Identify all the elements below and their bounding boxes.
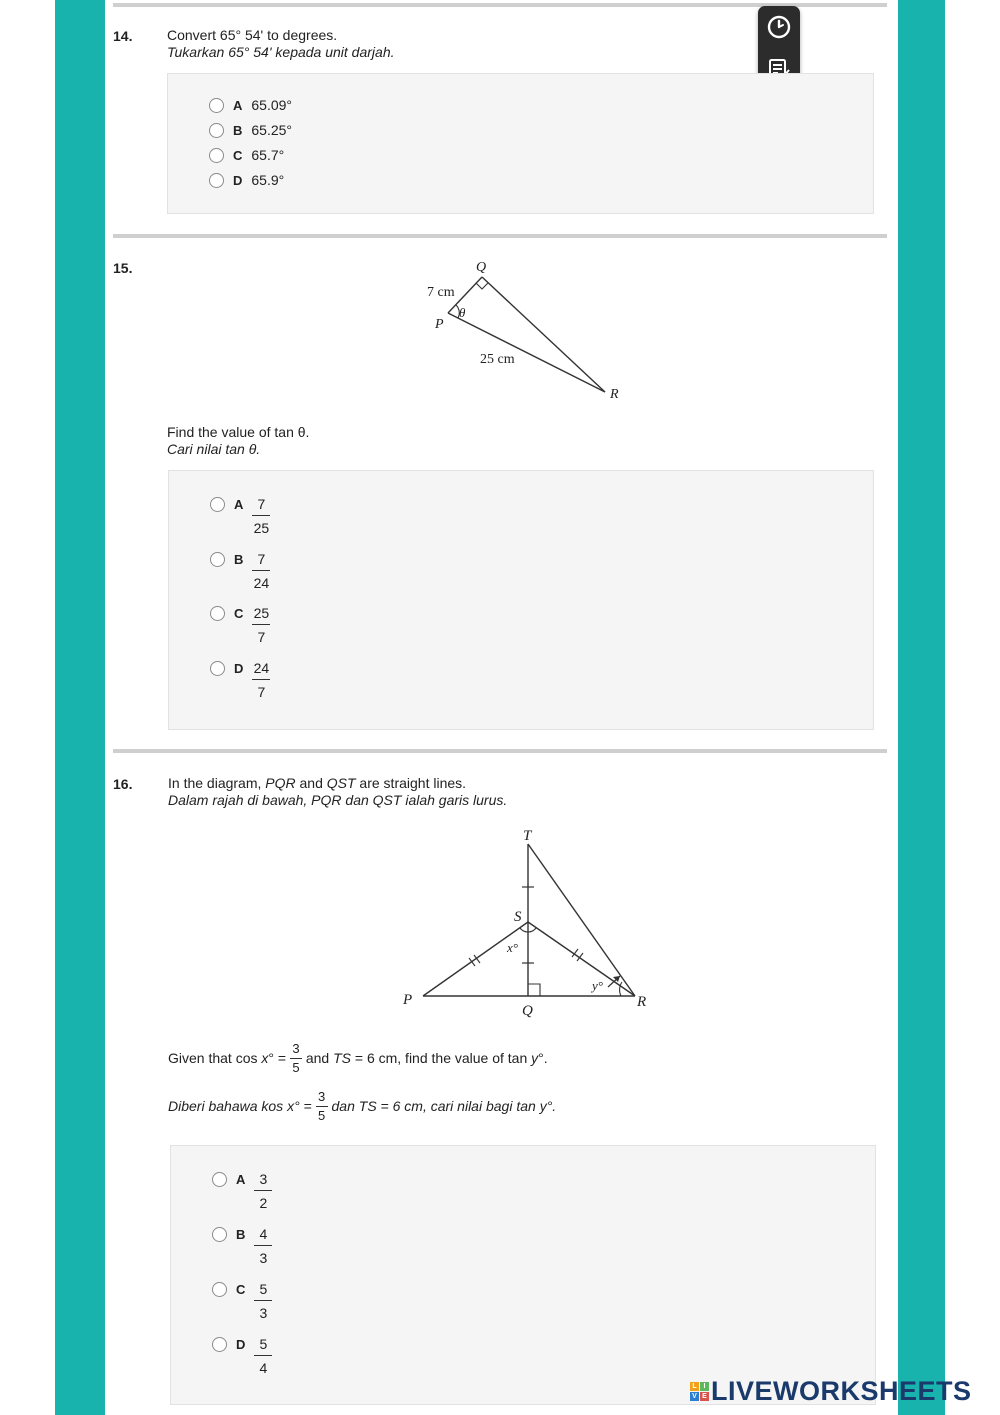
- numerator: 7: [252, 496, 270, 516]
- logo-letter: V: [690, 1392, 699, 1401]
- radio-button[interactable]: [210, 497, 225, 512]
- side-qr: [482, 277, 605, 392]
- q16-option-c[interactable]: [212, 1281, 272, 1321]
- question-15-text-ms: Cari nilai tan θ.: [167, 441, 261, 457]
- option-letter: C: [234, 606, 244, 621]
- text-run: °.: [546, 1098, 557, 1114]
- denominator: 3: [259, 1305, 268, 1321]
- q14-option-b[interactable]: [209, 122, 292, 138]
- q15-option-a[interactable]: [210, 496, 270, 536]
- triangle-pqr-diagram: [415, 255, 635, 405]
- label-t: T: [523, 828, 532, 844]
- left-teal-band: [55, 0, 105, 1415]
- option-fraction: [254, 1336, 272, 1376]
- option-letter: D: [233, 173, 243, 188]
- option-fraction: [252, 496, 270, 536]
- line-sr: [528, 922, 635, 996]
- option-letter: B: [236, 1227, 246, 1242]
- radio-button[interactable]: [212, 1337, 227, 1352]
- label-p: P: [435, 317, 444, 332]
- right-teal-band: [898, 0, 945, 1415]
- question-16-intro-en: [168, 775, 507, 792]
- question-16-given-ms: [168, 1090, 556, 1123]
- q15-option-d[interactable]: [210, 660, 270, 700]
- text-run: and: [295, 775, 327, 791]
- denominator: 7: [257, 684, 266, 700]
- radio-button[interactable]: [210, 606, 225, 621]
- question-15-text-en: Find the value of tan θ.: [167, 424, 310, 440]
- line-ps: [423, 922, 528, 996]
- q14-option-d[interactable]: [209, 172, 284, 188]
- liveworksheets-logo[interactable]: [690, 1374, 972, 1408]
- question-15-text: [167, 424, 309, 458]
- question-14-text-ms: Tukarkan 65° 54' kepada unit darjah.: [167, 44, 395, 60]
- numerator: 25: [252, 605, 270, 625]
- question-14-text-en: Convert 65° 54' to degrees.: [167, 27, 338, 43]
- text-run: Given that cos: [168, 1050, 262, 1066]
- numerator: 5: [254, 1336, 272, 1356]
- timer-icon: [766, 14, 792, 40]
- question-14-number: 14.: [113, 28, 133, 44]
- triangle-pqr-qst-diagram: [395, 826, 660, 1021]
- right-angle-mark: [476, 283, 488, 289]
- line-tr: [528, 844, 635, 996]
- text-run: In the diagram,: [168, 775, 266, 791]
- option-fraction: [252, 605, 270, 645]
- text-run-italic: QST: [326, 775, 356, 791]
- logo-letter: E: [700, 1392, 709, 1401]
- label-y: y°: [592, 978, 603, 993]
- label-q: Q: [522, 1003, 533, 1019]
- q15-option-b[interactable]: [210, 551, 270, 591]
- denominator: 7: [257, 629, 266, 645]
- label-side-pq: 7 cm: [427, 285, 455, 300]
- question-16-intro: [168, 775, 507, 809]
- side-pr: [448, 313, 605, 392]
- option-letter: C: [233, 148, 243, 163]
- q16-option-d[interactable]: [212, 1336, 272, 1376]
- question-14-text: [167, 27, 395, 61]
- logo-letter: I: [700, 1382, 709, 1391]
- text-run: ° =: [268, 1050, 290, 1066]
- denominator: 3: [259, 1250, 268, 1266]
- q15-option-c[interactable]: [210, 605, 270, 645]
- option-fraction: [252, 660, 270, 700]
- divider-15-16: [113, 749, 887, 753]
- radio-button[interactable]: [212, 1282, 227, 1297]
- numerator: 3: [316, 1090, 328, 1107]
- given-fraction: [290, 1042, 302, 1075]
- option-fraction: [254, 1171, 272, 1211]
- label-p: P: [403, 992, 413, 1008]
- denominator: 4: [259, 1360, 268, 1376]
- numerator: 7: [252, 551, 270, 571]
- q14-option-c[interactable]: [209, 147, 284, 163]
- numerator: 3: [290, 1042, 302, 1059]
- option-fraction: [254, 1226, 272, 1266]
- radio-button[interactable]: [212, 1172, 227, 1187]
- radio-button[interactable]: [209, 173, 224, 188]
- option-letter: D: [236, 1337, 246, 1352]
- option-letter: B: [234, 552, 244, 567]
- option-value: 65.9°: [251, 172, 285, 188]
- numerator: 24: [252, 660, 270, 680]
- option-letter: A: [236, 1172, 246, 1187]
- option-letter: D: [234, 661, 244, 676]
- option-letter: A: [233, 98, 243, 113]
- logo-wordmark: LIVEWORKSHEETS: [711, 1375, 972, 1406]
- text-run: and: [301, 1050, 334, 1066]
- option-fraction: [252, 551, 270, 591]
- angle-arc-y: [620, 982, 622, 996]
- question-16-given-en: [168, 1042, 548, 1075]
- label-r: R: [610, 387, 619, 402]
- text-run-italic: TS: [333, 1050, 351, 1066]
- text-run-italic: y: [539, 1098, 547, 1114]
- text-run: °.: [538, 1050, 548, 1066]
- option-letter: B: [233, 123, 243, 138]
- option-value: 65.25°: [251, 122, 293, 138]
- label-s: S: [514, 909, 522, 925]
- denominator: 5: [292, 1060, 300, 1075]
- text-run-italic: x: [287, 1098, 295, 1114]
- label-q: Q: [476, 260, 487, 275]
- label-theta: θ: [459, 305, 466, 320]
- timer-button[interactable]: [764, 12, 794, 42]
- denominator: 2: [259, 1195, 268, 1211]
- given-fraction: [316, 1090, 328, 1123]
- denominator: 25: [253, 520, 270, 536]
- numerator: 3: [254, 1171, 272, 1191]
- label-r: R: [637, 994, 647, 1010]
- divider-14-15: [113, 234, 887, 238]
- question-16-intro-ms: Dalam rajah di bawah, PQR dan QST ialah garis lurus.: [168, 792, 508, 808]
- option-letter: C: [236, 1282, 246, 1297]
- text-run: ° =: [294, 1098, 316, 1114]
- logo-mark: [690, 1382, 709, 1401]
- question-15-options: [168, 470, 874, 730]
- radio-button[interactable]: [210, 552, 225, 567]
- radio-button[interactable]: [209, 148, 224, 163]
- denominator: 5: [318, 1108, 326, 1123]
- text-run-italic: y: [531, 1050, 539, 1066]
- radio-button[interactable]: [212, 1227, 227, 1242]
- q14-option-a[interactable]: [209, 97, 292, 113]
- text-run-italic: PQR: [265, 775, 296, 791]
- question-16-number: 16.: [113, 776, 133, 792]
- text-run: are straight lines.: [355, 775, 467, 791]
- numerator: 5: [254, 1281, 272, 1301]
- question-14-options: [167, 73, 874, 214]
- text-run: dan: [327, 1098, 359, 1114]
- question-15-number: 15.: [113, 260, 133, 276]
- text-run: = 6 cm, find the value of tan: [350, 1050, 532, 1066]
- option-fraction: [254, 1281, 272, 1321]
- question-16-options: [170, 1145, 876, 1405]
- option-value: 65.09°: [251, 97, 293, 113]
- right-angle-q: [528, 984, 540, 996]
- radio-button[interactable]: [210, 661, 225, 676]
- text-run-italic: x: [261, 1050, 269, 1066]
- q16-option-b[interactable]: [212, 1226, 272, 1266]
- option-value: 65.7°: [251, 147, 285, 163]
- text-run: = 6 cm, cari nilai bagi tan: [376, 1098, 540, 1114]
- numerator: 4: [254, 1226, 272, 1246]
- text-run-italic: TS: [358, 1098, 377, 1114]
- label-x: x°: [507, 940, 518, 955]
- radio-button[interactable]: [209, 98, 224, 113]
- radio-button[interactable]: [209, 123, 224, 138]
- logo-letter: L: [690, 1382, 699, 1391]
- label-side-pr: 25 cm: [480, 352, 515, 367]
- option-letter: A: [234, 497, 244, 512]
- q16-option-a[interactable]: [212, 1171, 272, 1211]
- denominator: 24: [253, 575, 270, 591]
- text-run: Diberi bahawa kos: [168, 1098, 288, 1114]
